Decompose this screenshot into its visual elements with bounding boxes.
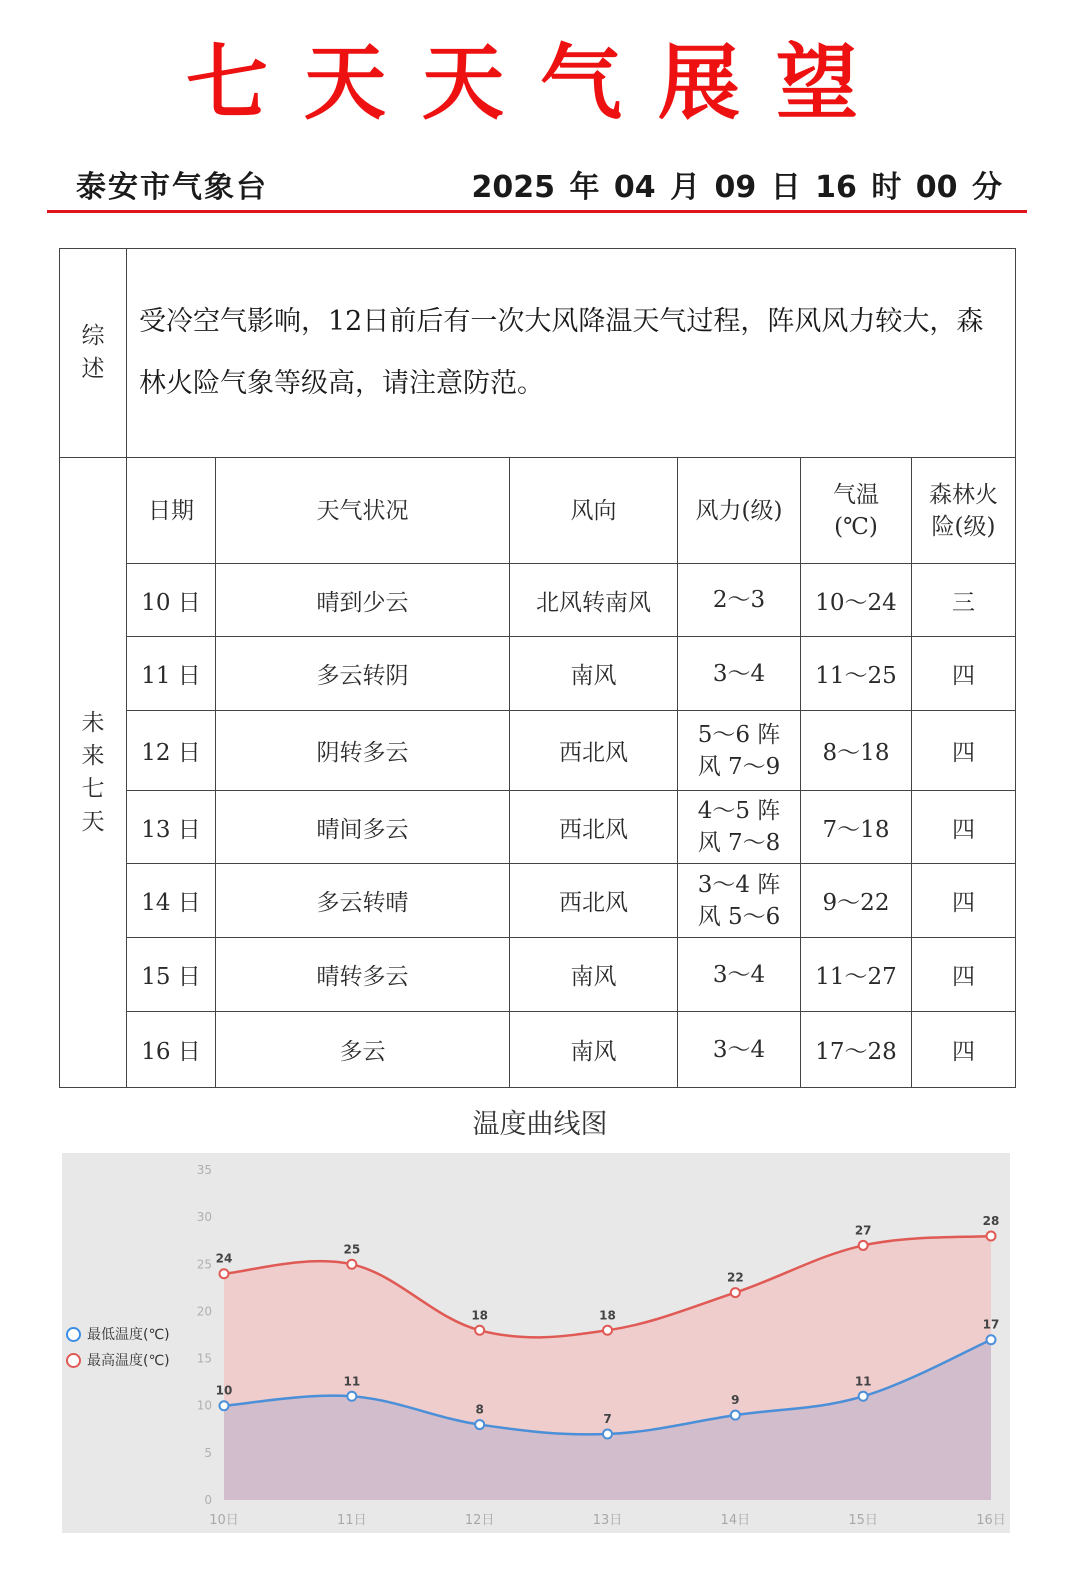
cell-wind-direction: 西北风 bbox=[510, 791, 678, 864]
cell-weather: 多云转晴 bbox=[216, 864, 510, 938]
data-point-high bbox=[859, 1241, 868, 1250]
x-tick-label: 13日 bbox=[592, 1513, 623, 1528]
data-label-high: 22 bbox=[726, 1270, 744, 1285]
cell-wind-force: 3～4 bbox=[678, 637, 801, 711]
cell-wind-direction: 南风 bbox=[510, 938, 678, 1012]
x-tick-label: 16日 bbox=[976, 1513, 1006, 1528]
data-point-high bbox=[987, 1232, 996, 1241]
cell-fire-risk: 四 bbox=[912, 864, 1016, 938]
summary-label: 综述 bbox=[60, 249, 127, 458]
legend-item-high[interactable] bbox=[66, 1347, 170, 1373]
data-point-low bbox=[220, 1401, 229, 1410]
data-point-high bbox=[603, 1326, 612, 1335]
cell-wind-direction: 北风转南风 bbox=[510, 564, 678, 637]
cell-date: 11 日 bbox=[127, 637, 216, 711]
cell-date: 14 日 bbox=[127, 864, 216, 938]
x-tick-label: 14日 bbox=[720, 1513, 751, 1528]
legend-low-label: 最低温度(℃) bbox=[87, 1327, 170, 1343]
data-point-high bbox=[220, 1269, 229, 1278]
table-header-row bbox=[60, 458, 1016, 564]
cell-temperature: 17～28 bbox=[801, 1012, 912, 1088]
data-point-low bbox=[731, 1411, 740, 1420]
x-tick-label: 12日 bbox=[464, 1513, 495, 1528]
cell-date: 12 日 bbox=[127, 711, 216, 791]
data-label-high: 18 bbox=[471, 1308, 489, 1323]
cell-temperature: 9～22 bbox=[801, 864, 912, 938]
data-point-low bbox=[603, 1430, 612, 1439]
cell-date: 10 日 bbox=[127, 564, 216, 637]
cell-temperature: 10～24 bbox=[801, 564, 912, 637]
y-tick-label: 0 bbox=[204, 1493, 212, 1507]
header-temperature: 气温(℃) bbox=[801, 458, 912, 564]
cell-weather: 多云 bbox=[216, 1012, 510, 1088]
data-point-low bbox=[987, 1335, 996, 1344]
y-tick-label: 10 bbox=[196, 1398, 212, 1413]
cell-wind-force: 3～4 bbox=[678, 1012, 801, 1088]
data-point-high bbox=[347, 1260, 356, 1269]
cell-wind-force: 5～6 阵风 7～9 bbox=[678, 711, 801, 791]
data-point-low bbox=[859, 1392, 868, 1401]
cell-weather: 晴间多云 bbox=[216, 791, 510, 864]
cell-temperature: 11～27 bbox=[801, 938, 912, 1012]
table-row bbox=[60, 1012, 1016, 1088]
data-point-high bbox=[731, 1288, 740, 1297]
temperature-chart bbox=[62, 1153, 1010, 1533]
legend-item-low[interactable] bbox=[66, 1321, 170, 1347]
header-divider bbox=[47, 210, 1027, 213]
data-label-low: 17 bbox=[982, 1317, 1000, 1332]
cell-weather: 晴到少云 bbox=[216, 564, 510, 637]
issue-datetime: 2025 年 04 月 09 日 16 时 00 分 bbox=[471, 170, 1002, 205]
data-point-high bbox=[475, 1326, 484, 1335]
y-tick-label: 5 bbox=[204, 1445, 212, 1460]
data-label-low: 10 bbox=[215, 1383, 233, 1398]
cell-fire-risk: 四 bbox=[912, 938, 1016, 1012]
summary-row bbox=[60, 249, 1016, 458]
table-row bbox=[60, 711, 1016, 791]
y-tick-label: 35 bbox=[196, 1163, 212, 1177]
cell-temperature: 7～18 bbox=[801, 791, 912, 864]
y-tick-label: 30 bbox=[196, 1210, 212, 1225]
cell-wind-direction: 西北风 bbox=[510, 864, 678, 938]
table-row bbox=[60, 864, 1016, 938]
issuing-organization: 泰安市气象台 bbox=[76, 170, 268, 205]
cell-fire-risk: 四 bbox=[912, 1012, 1016, 1088]
data-point-low bbox=[475, 1420, 484, 1429]
data-label-high: 25 bbox=[343, 1242, 361, 1257]
y-tick-label: 20 bbox=[196, 1304, 212, 1319]
data-label-low: 11 bbox=[854, 1374, 872, 1389]
cell-fire-risk: 四 bbox=[912, 711, 1016, 791]
chart-title: 温度曲线图 bbox=[472, 1109, 608, 1140]
legend-high-marker-icon bbox=[66, 1353, 81, 1368]
cell-weather: 多云转阴 bbox=[216, 637, 510, 711]
table-row bbox=[60, 637, 1016, 711]
cell-fire-risk: 三 bbox=[912, 564, 1016, 637]
page-title: 七天天气展望 bbox=[185, 35, 894, 131]
header-wind-direction: 风向 bbox=[510, 458, 678, 564]
cell-wind-force: 3～4 bbox=[678, 938, 801, 1012]
data-label-high: 18 bbox=[599, 1308, 616, 1323]
cell-weather: 阴转多云 bbox=[216, 711, 510, 791]
cell-wind-force: 4～5 阵风 7～8 bbox=[678, 791, 801, 864]
forecast-label: 未来七天 bbox=[60, 458, 127, 1088]
temperature-chart-svg bbox=[62, 1153, 1010, 1533]
forecast-table bbox=[59, 248, 1016, 1088]
data-point-low bbox=[347, 1392, 356, 1401]
cell-date: 16 日 bbox=[127, 1012, 216, 1088]
data-label-high: 24 bbox=[215, 1251, 233, 1266]
cell-fire-risk: 四 bbox=[912, 791, 1016, 864]
x-tick-label: 15日 bbox=[848, 1513, 878, 1528]
cell-date: 13 日 bbox=[127, 791, 216, 864]
header-weather: 天气状况 bbox=[216, 458, 510, 564]
data-label-low: 7 bbox=[603, 1412, 612, 1426]
data-label-low: 11 bbox=[343, 1374, 361, 1389]
cell-temperature: 8～18 bbox=[801, 711, 912, 791]
cell-fire-risk: 四 bbox=[912, 637, 1016, 711]
table-row bbox=[60, 791, 1016, 864]
table-row bbox=[60, 938, 1016, 1012]
cell-weather: 晴转多云 bbox=[216, 938, 510, 1012]
cell-wind-force: 3～4 阵风 5～6 bbox=[678, 864, 801, 938]
header-wind-force: 风力(级) bbox=[678, 458, 801, 564]
data-label-high: 27 bbox=[854, 1223, 872, 1238]
header-fire-risk: 森林火险(级) bbox=[912, 458, 1016, 564]
cell-temperature: 11～25 bbox=[801, 637, 912, 711]
x-tick-label: 11日 bbox=[337, 1513, 367, 1528]
data-label-low: 9 bbox=[731, 1393, 740, 1408]
summary-text: 受冷空气影响，12日前后有一次大风降温天气过程，阵风风力较大，森林火险气象等级高，请注意防范。 bbox=[127, 249, 1016, 458]
header-date: 日期 bbox=[127, 458, 216, 564]
data-label-high: 28 bbox=[982, 1214, 1000, 1228]
cell-wind-force: 2～3 bbox=[678, 564, 801, 637]
cell-wind-direction: 西北风 bbox=[510, 711, 678, 791]
cell-wind-direction: 南风 bbox=[510, 1012, 678, 1088]
data-label-low: 8 bbox=[475, 1402, 484, 1417]
legend-low-marker-icon bbox=[66, 1327, 81, 1342]
chart-legend bbox=[66, 1321, 170, 1373]
table-row bbox=[60, 564, 1016, 637]
y-tick-label: 15 bbox=[196, 1351, 212, 1366]
cell-date: 15 日 bbox=[127, 938, 216, 1012]
y-tick-label: 25 bbox=[196, 1257, 212, 1272]
x-tick-label: 10日 bbox=[209, 1513, 239, 1528]
cell-wind-direction: 南风 bbox=[510, 637, 678, 711]
legend-high-label: 最高温度(℃) bbox=[87, 1353, 170, 1369]
